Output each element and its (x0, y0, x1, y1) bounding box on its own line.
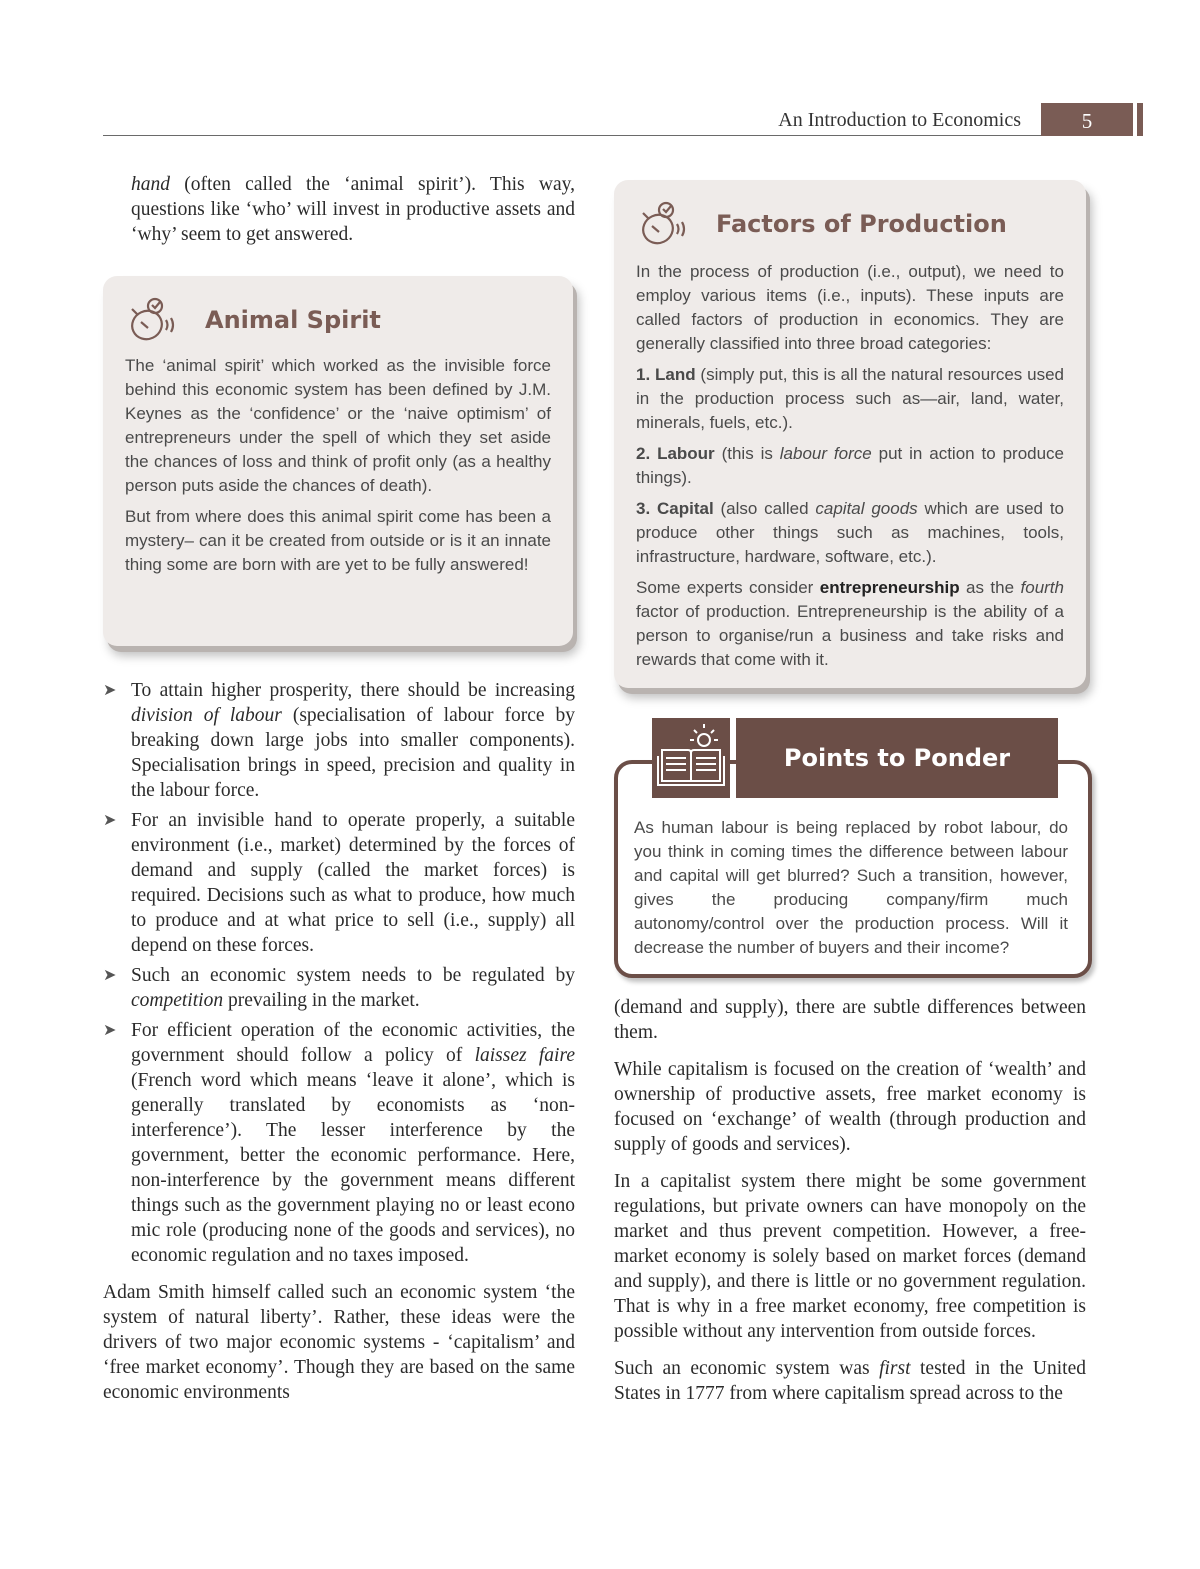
header-title: An Introduction to Economics (778, 109, 1021, 131)
factor-label: 1. Land (636, 365, 696, 384)
factor-entrepreneurship (636, 576, 1064, 672)
closing-paragraph: Adam Smith himself called such an economic system ‘the system of natural liberty’. Rather, these ideas were the drivers of two major economic systems - ‘capitalism’ and ‘free market economy’. Though they are based on the same economic environments (103, 1282, 575, 1403)
factor-capital (636, 497, 1064, 569)
right-paragraph-4 (614, 1356, 1086, 1406)
left-column-lower (103, 678, 575, 1417)
right-column (614, 995, 1086, 1418)
list-item (103, 963, 575, 1013)
intro-emphasis: hand (131, 174, 170, 195)
right-paragraph-1: (demand and supply), there are subtle differences between them. (614, 997, 1086, 1043)
ponder-title: Points to Ponder (736, 718, 1058, 798)
factor-labour (636, 442, 1064, 490)
bullet-emphasis: laissez faire (474, 1045, 575, 1066)
factor-emphasis: capital goods (815, 499, 918, 518)
list-item (103, 1018, 575, 1268)
arrow-bullet-icon: ➤ (103, 967, 117, 984)
factor-land (636, 363, 1064, 435)
bullet-list (103, 678, 575, 1268)
page-number: 5 (1041, 103, 1133, 136)
bullet-emphasis: division of labour (131, 705, 282, 726)
factor-text: (simply put, this is all the natural resources used in the production process such as—air, land, water, minerals, fuels, etc.). (636, 365, 1064, 432)
left-column (103, 172, 575, 247)
page-bar (1137, 103, 1143, 136)
arrow-bullet-icon: ➤ (103, 682, 117, 699)
animal-spirit-title: Animal Spirit (205, 306, 381, 334)
running-header (103, 103, 1143, 137)
animal-spirit-p2: But from where does this animal spirit come has been a mystery– can it be created from outside or is it an innate thing some are born with are yet to be fully answered! (125, 507, 551, 574)
factor-emphasis: fourth (1020, 578, 1064, 597)
book-idea-icon (652, 718, 730, 798)
bullet-text: (French word which means ‘leave it alone’, which is generally translated by economists as ‘non-interference’). The lesser interference by the government, better the economic performance. Here, non-interference by the government means different things such as the government playing no or least econo mic role (producing none of the goods and services), no economic regulation and no taxes imposed. (131, 1070, 575, 1266)
factors-title: Factors of Production (716, 210, 1007, 238)
factor-emphasis: labour force (779, 444, 872, 463)
bullet-text: Such an economic system needs to be regulated by (131, 965, 575, 986)
alarm-clock-icon (125, 296, 177, 346)
bullet-text: prevailing in the market. (223, 990, 420, 1011)
intro-text: (often called the ‘animal spirit’). This way, questions like ‘who’ will invest in productive assets and ‘why’ seem to get answered. (131, 174, 575, 245)
list-item (103, 678, 575, 803)
factors-of-production-box (614, 180, 1086, 688)
animal-spirit-box (103, 276, 573, 646)
factor-bold: entrepreneurship (819, 578, 960, 597)
factor-text: (also called (713, 499, 816, 518)
factor-text: as the (959, 578, 1021, 597)
list-item (103, 808, 575, 958)
paragraph-emphasis: first (879, 1358, 911, 1379)
header-rule (103, 135, 1133, 136)
bullet-text: For an invisible hand to operate properly, a suitable environment (i.e., market) determined by the forces of demand and supply (called the market forces) is required. Decisions such as what to produce, how much to produce and at what price to sell (i.e., supply) all depend on these forces. (131, 810, 575, 956)
bullet-text: To attain higher prosperity, there should be increasing (131, 680, 575, 701)
factor-text: factor of production. Entrepreneurship is the ability of a person to organise/run a business and take risks and rewards that come with it. (636, 602, 1064, 669)
factors-intro: In the process of production (i.e., output), we need to employ various items (i.e., inputs). These inputs are called factors of production in economics. They are generally classified into three broad categories: (636, 262, 1064, 353)
bullet-emphasis: competition (131, 990, 224, 1011)
factor-text: Some experts consider (636, 578, 820, 597)
bullet-text: For efficient operation of the economic activities, the government should follow a policy of (131, 1020, 575, 1066)
intro-paragraph (103, 172, 575, 247)
factor-text: which are used to produce other things such as machines, tools, infrastructure, hardware, software, etc.). (636, 499, 1065, 566)
ponder-text: As human labour is being replaced by robot labour, do you think in coming times the difference between labour and capital will get blurred? Such a transition, however, gives the producing company/firm much autonomy/control over the production process. Will it decrease the number of buyers and their income? (634, 818, 1068, 957)
factors-body (636, 260, 1064, 679)
paragraph-text: Such an economic system was (614, 1358, 880, 1379)
points-to-ponder-box (614, 718, 1088, 976)
factor-label: 3. Capital (636, 499, 714, 518)
arrow-bullet-icon: ➤ (103, 1022, 117, 1039)
factor-label: 2. Labour (636, 444, 715, 463)
right-paragraph-3: In a capitalist system there might be some government regulations, but private owners can have monopoly on the market and thus prevent competition. However, a free-market economy is solely based on market forces (demand and supply), and there is little or no government regulation. That is why in a free market economy, free competition is possible without any intervention from outside forces. (614, 1171, 1086, 1342)
alarm-clock-icon (636, 200, 688, 250)
ponder-icon-box (652, 718, 730, 798)
arrow-bullet-icon: ➤ (103, 812, 117, 829)
animal-spirit-body (125, 354, 551, 584)
animal-spirit-p1: The ‘animal spirit’ which worked as the invisible force behind this economic system has been defined by J.M. Keynes as the ‘confidence’ or the ‘naive optimism’ of entrepreneurs under the spell of which they set aside the chances of loss and think of profit only (as a healthy person puts aside the chances of death). (125, 356, 551, 495)
paragraph-text: tested in the United States in 1777 from where capitalism spread across to the (614, 1358, 1086, 1404)
factor-text: put in action to produce things). (636, 444, 1065, 487)
bullet-text: (specialisation of labour force by breaking down large jobs into smaller components). Specialisation brings in speed, precision and quality in the labour force. (131, 705, 575, 801)
right-paragraph-2: While capitalism is focused on the creation of ‘wealth’ and ownership of productive assets, free market economy is focused on ‘exchange’ of wealth (through production and supply of goods and services). (614, 1059, 1086, 1155)
factor-text: (this is (714, 444, 780, 463)
